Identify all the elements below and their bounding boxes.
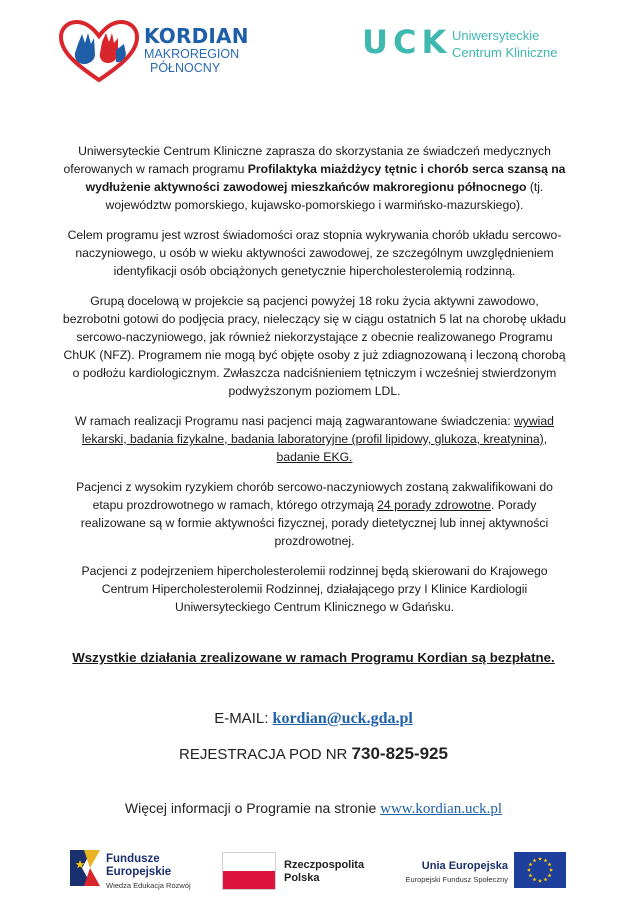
intro-text-a: Uniwersyteckie Centrum Kliniczne zaprasza do skorzystania ze świadczeń medycznych oferowanych w ramach programu <box>63 144 551 176</box>
health-advice-count: 24 porady zdrowotne <box>377 498 491 512</box>
fe-line1: Fundusze <box>106 853 160 865</box>
kordian-name: KORDIAN <box>144 24 249 48</box>
registration-line <box>0 744 627 764</box>
paragraph-high-risk <box>62 478 567 550</box>
registration-label: REJESTRACJA POD NR <box>179 746 352 763</box>
program-description <box>62 142 567 628</box>
program-name: Profilaktyka miażdżycy tętnic i chorób serca szansą na wydłużenie aktywności zawodowej mieszkańców makroregionu północnego <box>85 162 566 194</box>
more-info-label: Więcej informacji o Programie na stronie <box>124 800 381 816</box>
kordian-region-line2: PÓŁNOCNY <box>150 60 221 75</box>
high-risk-text-a: Pacjenci z wysokim ryzykiem chorób sercowo-naczyniowych zostaną zakwalifikowani do etapu prozdrowotnego w ramach, którego otrzymają <box>76 480 553 512</box>
fundusze-europejskie-logo <box>70 846 210 894</box>
uck-name-line1: Uniwersyteckie <box>452 28 540 43</box>
eu-flag-icon <box>514 852 566 888</box>
paragraph-intro <box>62 142 567 214</box>
email-link[interactable]: kordian@uck.gda.pl <box>272 710 413 727</box>
paragraph-target-group: Grupą docelową w projekcie są pacjenci powyżej 18 roku życia aktywni zawodowo, bezrobotni gotowi do podjęcia pracy, nieleczący się w ciągu ostatnich 5 lat na chorobę układu sercowo-naczyniowego, jak również niekorzystające z obecnie realizowanego Programu ChUK (NFZ). Programem nie mogą być objęte osoby z już zdiagnozowaną i leczoną chorobą o podłożu kardiologicznym. Zwłaszcza nadciśnieniem tętniczym i wcześniej stwierdzonym podwyższonym poziomem LDL. <box>62 294 567 398</box>
email-line <box>0 710 627 728</box>
kordian-logo <box>58 20 248 84</box>
website-link[interactable]: www.kordian.uck.pl <box>380 801 503 817</box>
fe-line3: Wiedza Edukacja Rozwój <box>106 881 191 890</box>
more-info-line <box>0 800 627 818</box>
kordian-region-line1: MAKROREGION <box>144 47 240 61</box>
fundusze-europejskie-icon <box>70 846 102 890</box>
uck-logo <box>362 23 582 66</box>
registration-number: 730-825-925 <box>351 744 448 763</box>
paragraph-goal: Celem programu jest wzrost świadomości oraz stopnia wykrywania chorób układu sercowo-naczyniowego, u osób w wieku aktywności zawodowej, ze szczególnym uwzględnieniem identyfikacji osób obciążonych genetycznie hipercholesterolemią rodzinną. <box>67 228 562 278</box>
high-risk-text-c: . Porady realizowane są w formie aktywności fizycznej, porady dietetycznej lub innej aktywności prozdrowotnej. <box>80 498 549 548</box>
intro-text-c: (tj. województw pomorskiego, kujawsko-pomorskiego i warmińsko-mazurskiego). <box>105 180 544 212</box>
ue-line2: Europejski Fundusz Społeczny <box>405 874 508 884</box>
paragraph-familial: Pacjenci z podejrzeniem hipercholesterolemii rodzinnej będą skierowani do Krajowego Centrum Hipercholesterolemii Rodzinnej, działającego przy I Klinice Kardiologii Uniwersyteckiego Centrum Klinicznego w Gdańsku. <box>81 564 548 614</box>
services-list: wywiad lekarski, badania fizykalne, badania laboratoryjne (profil lipidowy, glukoza, kreatynina), badanie EKG. <box>81 414 554 464</box>
services-intro: W ramach realizacji Programu nasi pacjenci mają zagwarantowane świadczenia: <box>75 414 514 428</box>
rp-line2: Polska <box>284 871 320 884</box>
fe-line2: Europejskie <box>106 865 172 878</box>
uck-name-line2: Centrum Kliniczne <box>452 44 558 60</box>
paragraph-services <box>62 412 567 466</box>
rzeczpospolita-polska-logo <box>222 852 372 890</box>
heart-hands-icon <box>58 20 140 84</box>
polish-flag-icon <box>222 852 276 890</box>
rp-line1: Rzeczpospolita <box>284 859 365 871</box>
ue-line1: Unia Europejska <box>421 860 508 872</box>
uck-logo-mark: UCK <box>362 23 452 61</box>
free-notice: Wszystkie działania zrealizowane w ramach Programu Kordian są bezpłatne. <box>72 650 555 665</box>
email-label: E-MAIL: <box>214 710 273 727</box>
unia-europejska-logo <box>404 852 569 890</box>
